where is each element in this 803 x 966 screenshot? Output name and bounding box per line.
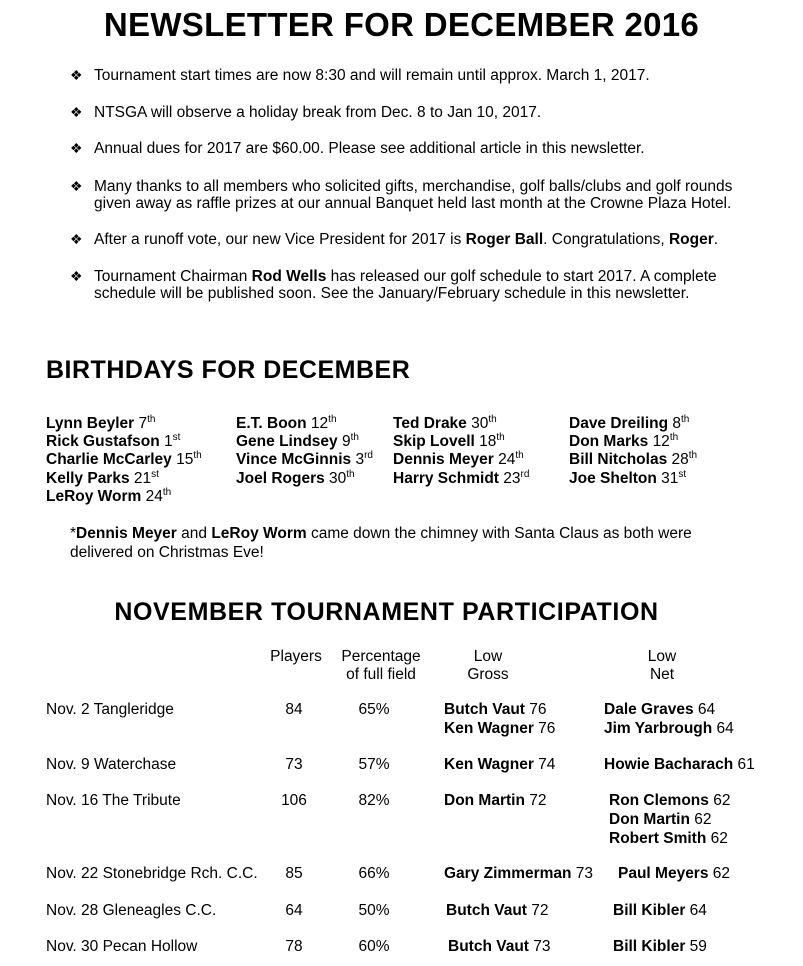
birthday-name: Joel Rogers (236, 470, 330, 487)
low-gross-entry (444, 700, 555, 719)
header-low-net-line2: Net (649, 666, 675, 683)
birthday-name: Harry Schmidt (393, 470, 504, 487)
golfer-score: 62 (689, 811, 712, 828)
golfer-name: Don Martin (609, 811, 690, 828)
birthday-name: Gene Lindsey (236, 433, 342, 450)
birthday-name: Charlie McCarley (46, 451, 177, 468)
birthday-entry (236, 470, 355, 488)
birthday-day: 15 (176, 451, 194, 468)
header-percentage (335, 648, 427, 684)
bullet-text-line1: Many thanks to all members who solicited gifts, merchandise, golf balls/clubs and golf rounds (94, 178, 733, 195)
birthday-entry (236, 433, 359, 451)
birthday-name: LeRoy Worm (46, 488, 146, 505)
bullet-text-pre: Tournament Chairman (94, 268, 252, 285)
birthday-day-suffix: th (193, 450, 202, 461)
low-gross (448, 937, 551, 956)
golfer-name: Ken Wagner (444, 756, 534, 773)
diamond-bullet-icon: ❖ (70, 268, 83, 284)
tournament-players: 64 (285, 902, 303, 919)
golfer-score: 72 (526, 902, 549, 919)
low-gross-entry (444, 791, 547, 810)
tournament-percentage: 82% (358, 792, 390, 809)
low-net (604, 700, 734, 738)
birthday-day: 30 (329, 470, 347, 487)
birthday-day: 24 (145, 488, 163, 505)
birthday-name: Dennis Meyer (393, 451, 499, 468)
diamond-bullet-icon: ❖ (70, 231, 83, 247)
low-gross (446, 901, 549, 920)
birthday-day: 28 (671, 451, 689, 468)
birthday-day-suffix: th (346, 469, 355, 480)
bullet-text-post: has released our golf schedule to start 2017. A complete (326, 268, 717, 285)
bullet-text: Tournament start times are now 8:30 and will remain until approx. March 1, 2017. (94, 67, 650, 84)
diamond-bullet-icon: ❖ (70, 104, 83, 120)
golfer-name: Butch Vaut (446, 902, 527, 919)
tournament-date-course: Nov. 28 Gleneagles C.C. (46, 902, 217, 919)
golfer-name: Bill Kibler (613, 938, 686, 955)
bullet-text-post: . (713, 231, 719, 248)
low-net-entry (613, 937, 707, 956)
birthday-name: Rick Gustafson (46, 433, 164, 450)
low-net-entry (609, 810, 730, 829)
note-name-2: LeRoy Worm (211, 525, 307, 542)
golfer-name: Dale Graves (604, 701, 694, 718)
bullet-text: Annual dues for 2017 are $60.00. Please see additional article in this newsletter. (94, 140, 645, 157)
birthday-entry (46, 470, 159, 488)
low-gross (444, 755, 555, 774)
note-and: and (176, 525, 212, 542)
vice-president-first-name: Roger (668, 231, 714, 248)
header-low-net (622, 648, 702, 684)
birthday-entry (393, 433, 505, 451)
birthday-name: Vince McGinnis (236, 451, 356, 468)
diamond-bullet-icon: ❖ (70, 178, 83, 194)
birthday-entry (393, 451, 524, 469)
birthday-entry (569, 451, 697, 469)
golfer-name: Don Martin (444, 792, 525, 809)
diamond-bullet-icon: ❖ (70, 140, 83, 156)
golfer-score: 76 (533, 720, 556, 737)
tournament-players: 73 (285, 756, 303, 773)
low-net (613, 901, 707, 920)
golfer-name: Gary Zimmerman (444, 865, 572, 882)
birthday-name: Joe Shelton (569, 470, 662, 487)
birthday-day-suffix: th (496, 432, 505, 443)
bullet-item (70, 140, 770, 157)
low-net-entry (609, 829, 730, 848)
tournament-percentage: 50% (358, 902, 390, 919)
header-percentage-line2: of full field (346, 666, 416, 683)
golfer-score: 59 (685, 938, 707, 955)
birthday-day: 8 (672, 415, 681, 432)
birthday-day: 24 (498, 451, 516, 468)
bullet-item (70, 67, 770, 84)
birthday-name: Lynn Beyler (46, 415, 139, 432)
tournament-date-course: Nov. 16 The Tribute (46, 792, 181, 809)
low-gross-entry (444, 755, 555, 774)
birthday-day: 31 (661, 470, 679, 487)
birthday-day-suffix: th (328, 414, 337, 425)
diamond-bullet-icon: ❖ (70, 67, 83, 83)
golfer-score: 74 (533, 756, 556, 773)
birthday-day-suffix: rd (364, 450, 373, 461)
golfer-score: 73 (571, 865, 594, 882)
bullet-text-mid: . Congratulations, (543, 231, 669, 248)
tournament-date-course: Nov. 9 Waterchase (46, 756, 177, 773)
low-gross (444, 791, 547, 810)
bullet-item (70, 231, 770, 248)
low-gross-entry (446, 901, 549, 920)
golfer-name: Jim Yarbrough (604, 720, 713, 737)
golfer-score: 62 (706, 830, 728, 847)
tournament-percentage: 57% (358, 756, 390, 773)
birthday-day-suffix: rd (520, 469, 530, 480)
low-net (604, 755, 755, 774)
birthday-entry (393, 470, 529, 488)
golfer-name: Howie Bacharach (604, 756, 734, 773)
low-net (618, 864, 730, 883)
golfer-score: 61 (733, 756, 755, 773)
header-low-net-line1: Low (647, 648, 677, 665)
tournament-date-course: Nov. 22 Stonebridge Rch. C.C. (46, 865, 258, 882)
birthday-entry (46, 415, 155, 433)
golfer-score: 64 (712, 720, 734, 737)
birthday-name: Dave Dreiling (569, 415, 673, 432)
low-net-entry (609, 791, 730, 810)
low-net-entry (604, 719, 734, 738)
birthday-day: 12 (310, 415, 329, 432)
birthday-day: 3 (355, 451, 365, 468)
bullet-item (70, 178, 770, 212)
birthday-entry (236, 451, 373, 469)
birthday-day: 1 (164, 433, 173, 450)
note-name-1: Dennis Meyer (76, 525, 177, 542)
tournament-percentage: 66% (358, 865, 390, 882)
birthday-day: 23 (503, 470, 521, 487)
tournament-percentage: 65% (358, 701, 390, 718)
bullet-item (70, 104, 770, 121)
golfer-score: 62 (708, 865, 731, 882)
tournament-players: 78 (285, 938, 303, 955)
header-percentage-line1: Percentage (341, 648, 421, 665)
golfer-name: Paul Meyers (618, 865, 709, 882)
bullet-text-line2: given away as raffle prizes at our annual Banquet held last month at the Crowne Plaza Hotel. (94, 195, 732, 212)
birthday-day-suffix: st (151, 469, 159, 480)
golfer-score: 62 (708, 792, 731, 809)
golfer-name: Robert Smith (609, 830, 707, 847)
birthday-entry (46, 433, 180, 451)
birthday-note (70, 524, 750, 562)
golfer-name: Butch Vaut (448, 938, 529, 955)
birthday-entry (236, 415, 337, 433)
low-gross (444, 864, 593, 883)
tournament-heading: NOVEMBER TOURNAMENT PARTICIPATION (114, 598, 659, 626)
bullet-item (70, 268, 770, 302)
header-low-gross (448, 648, 528, 684)
header-low-gross-line1: Low (473, 648, 503, 665)
low-net-entry (618, 864, 730, 883)
birthday-name: Skip Lovell (393, 433, 480, 450)
birthday-day-suffix: th (147, 414, 156, 425)
tournament-percentage: 60% (358, 938, 390, 955)
golfer-name: Ken Wagner (444, 720, 534, 737)
header-players: Players (270, 648, 322, 665)
low-gross-entry (444, 719, 555, 738)
golfer-score: 73 (528, 938, 551, 955)
header-low-gross-line2: Gross (467, 666, 509, 683)
birthday-name: Ted Drake (393, 415, 472, 432)
vice-president-name: Roger Ball (465, 231, 544, 248)
chairman-name: Rod Wells (251, 268, 327, 285)
birthdays-heading: BIRTHDAYS FOR DECEMBER (46, 356, 411, 384)
golfer-name: Bill Kibler (613, 902, 686, 919)
low-net-entry (604, 755, 755, 774)
birthday-day: 12 (652, 433, 670, 450)
birthday-day-suffix: th (162, 487, 172, 498)
birthday-name: Kelly Parks (46, 470, 134, 487)
birthday-entry (46, 488, 171, 506)
newsletter-title: NEWSLETTER FOR DECEMBER 2016 (103, 6, 700, 43)
note-rest-1: came down the chimney with Santa Claus as both were (306, 525, 692, 542)
birthday-day-suffix: th (515, 450, 524, 461)
bullet-text-line2: schedule will be published soon. See the January/February schedule in this newsletter. (94, 285, 690, 302)
low-net-entry (613, 901, 707, 920)
note-rest-2: delivered on Christmas Eve! (70, 544, 264, 561)
birthday-day: 9 (341, 433, 351, 450)
low-gross-entry (444, 864, 593, 883)
tournament-players: 106 (281, 792, 307, 809)
birthday-day: 30 (471, 415, 489, 432)
low-net (609, 791, 730, 848)
birthday-day: 18 (479, 433, 497, 450)
birthday-name: Don Marks (569, 433, 653, 450)
bullet-text-line1 (94, 268, 770, 285)
birthday-entry (393, 415, 497, 433)
note-star: * (70, 525, 77, 542)
golfer-score: 64 (693, 701, 716, 718)
birthday-day: 21 (133, 470, 152, 487)
golfer-score: 64 (685, 902, 707, 919)
birthday-day-suffix: st (172, 432, 181, 443)
birthday-day-suffix: th (688, 450, 698, 461)
golfer-score: 76 (524, 701, 547, 718)
birthday-entry (569, 470, 686, 488)
birthday-name: Bill Nitcholas (569, 451, 672, 468)
tournament-players: 85 (285, 865, 303, 882)
tournament-date-course: Nov. 2 Tangleridge (46, 701, 174, 718)
tournament-date-course: Nov. 30 Pecan Hollow (46, 938, 198, 955)
low-net (613, 937, 707, 956)
birthday-day-suffix: th (669, 432, 679, 443)
low-net-entry (604, 700, 734, 719)
birthday-day-suffix: st (678, 469, 687, 480)
bullet-text-pre: After a runoff vote, our new Vice President for 2017 is (94, 231, 466, 248)
low-gross-entry (448, 937, 551, 956)
low-gross (444, 700, 555, 738)
birthday-day-suffix: th (681, 414, 690, 425)
birthday-entry (569, 433, 678, 451)
tournament-players: 84 (285, 701, 303, 718)
birthday-day: 7 (138, 415, 148, 432)
birthday-entry (46, 451, 202, 469)
birthday-day-suffix: th (350, 432, 359, 443)
golfer-score: 72 (524, 792, 547, 809)
bullet-text: NTSGA will observe a holiday break from Dec. 8 to Jan 10, 2017. (94, 104, 542, 121)
birthday-entry (569, 415, 689, 433)
golfer-name: Butch Vaut (444, 701, 525, 718)
golfer-name: Ron Clemons (609, 792, 709, 809)
birthday-name: E.T. Boon (236, 415, 311, 432)
bullet-text (94, 231, 770, 248)
birthday-day-suffix: th (488, 414, 497, 425)
